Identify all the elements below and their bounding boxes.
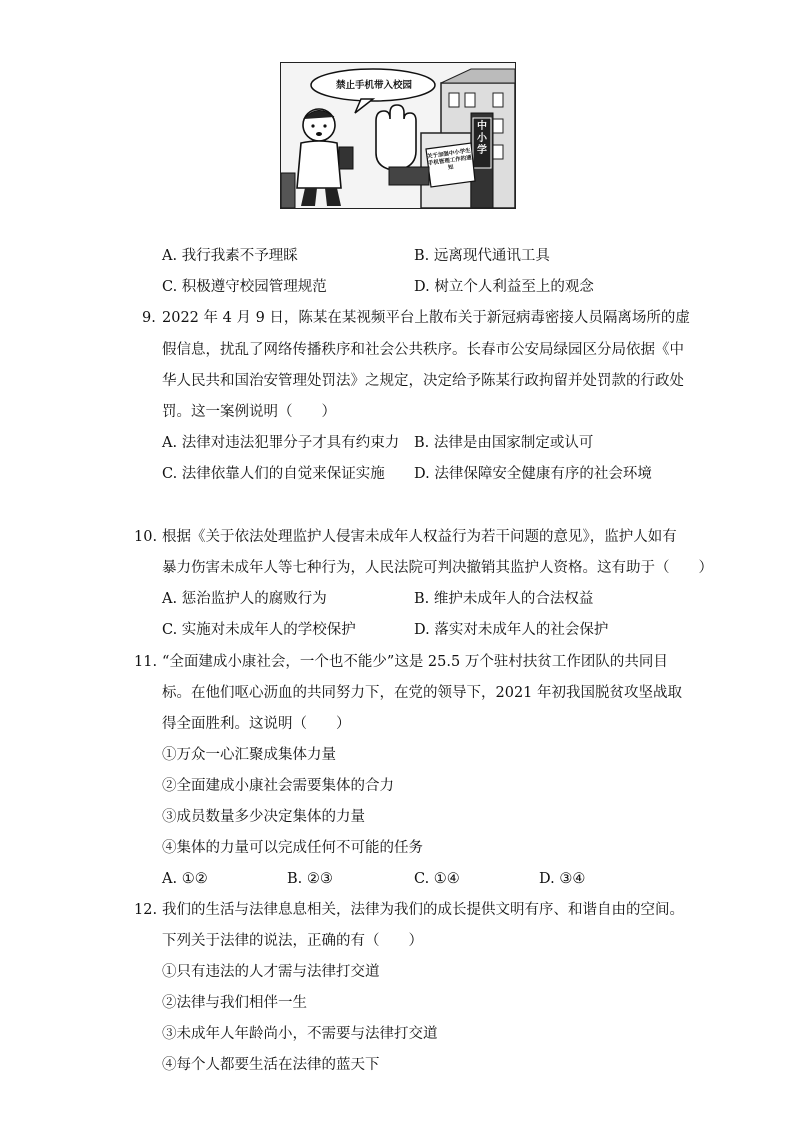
- q11-option-a: [162, 869, 208, 889]
- q10-option-a: [162, 589, 327, 609]
- q8-option-c: [162, 277, 327, 297]
- option-label: C.: [414, 871, 430, 887]
- q11-line-4: ①万众一心汇聚成集体力量: [162, 747, 336, 763]
- q12-line-3: ①只有违法的人才需与法律打交道: [162, 964, 380, 980]
- q11-number: 11.: [134, 654, 158, 670]
- option-text: 维护未成年人的合法权益: [433, 591, 594, 607]
- option-label: D.: [539, 871, 555, 887]
- option-label: D.: [414, 279, 430, 295]
- q11-line-1: “全面建成小康社会，一个也不能少”这是 25.5 万个驻村扶贫工作团队的共同目: [162, 654, 668, 670]
- option-text: 树立个人利益至上的观念: [434, 279, 594, 295]
- q12-line-4: ②法律与我们相伴一生: [162, 995, 307, 1011]
- option-text: 惩治监护人的腐败行为: [181, 591, 327, 607]
- q11-option-b: [287, 869, 333, 889]
- q8-option-a: [162, 246, 298, 266]
- q8-option-d: [414, 277, 594, 297]
- option-label: A.: [162, 591, 178, 607]
- option-label: B.: [414, 435, 430, 451]
- option-text: 远离现代通讯工具: [433, 248, 550, 264]
- option-label: C.: [162, 466, 178, 482]
- option-text: ①②: [181, 871, 208, 887]
- q11-line-3: 得全面胜利。这说明（ ）: [162, 716, 351, 732]
- q11-line-5: ②全面建成小康社会需要集体的合力: [162, 778, 394, 794]
- q9-option-c: [162, 464, 385, 484]
- q9-option-b: [414, 433, 593, 453]
- q12-line-2: 下列关于法律的说法，正确的有（ ）: [162, 933, 423, 949]
- q10-option-b: [414, 589, 593, 609]
- option-label: C.: [162, 279, 178, 295]
- q12-line-1: 我们的生活与法律息息相关，法律为我们的成长提供文明有序、和谐自由的空间。: [162, 902, 684, 918]
- speech-bubble-text: 禁止手机带入校园: [335, 80, 412, 91]
- notice-document-text: 关于加强中小学生手机管理工作的通知: [426, 148, 473, 172]
- q11-line-6: ③成员数量多少决定集体的力量: [162, 809, 365, 825]
- cartoon-illustration: [280, 62, 516, 209]
- option-text: 法律依靠人们的自觉来保证实施: [181, 466, 385, 482]
- option-label: D.: [414, 466, 430, 482]
- option-label: D.: [414, 622, 430, 638]
- q9-line-1: 2022 年 4 月 9 日，陈某在某视频平台上散布关于新冠病毒密接人员隔离场所的虚: [162, 310, 690, 326]
- option-text: ①④: [433, 871, 460, 887]
- q9-line-4: 罚。这一案例说明（ ）: [162, 404, 336, 420]
- option-label: B.: [414, 248, 430, 264]
- option-text: 法律保障安全健康有序的社会环境: [434, 466, 652, 482]
- q10-option-c: [162, 620, 356, 640]
- option-label: A.: [162, 248, 178, 264]
- q9-option-a: [162, 433, 399, 453]
- q11-line-7: ④集体的力量可以完成任何不可能的任务: [162, 840, 423, 856]
- option-text: ③④: [559, 871, 586, 887]
- q11-option-c: [414, 869, 460, 889]
- option-text: 法律是由国家制定或认可: [433, 435, 594, 451]
- q10-line-2: 暴力伤害未成年人等七种行为，人民法院可判决撤销其监护人资格。这有助于（ ）: [162, 560, 713, 576]
- option-text: 我行我素不予理睬: [181, 248, 298, 264]
- q12-number: 12.: [134, 902, 158, 918]
- q9-line-3: 华人民共和国治安管理处罚法》之规定，决定给予陈某行政拘留并处罚款的行政处: [162, 373, 684, 389]
- option-text: 积极遵守校园管理规范: [181, 279, 327, 295]
- q10-line-1: 根据《关于依法处理监护人侵害未成年人权益行为若干问题的意见》，监护人如有: [162, 529, 677, 545]
- school-sign-text: 中小学: [477, 121, 487, 156]
- q10-option-d: [414, 620, 608, 640]
- option-label: B.: [287, 871, 303, 887]
- option-text: 实施对未成年人的学校保护: [181, 622, 356, 638]
- option-label: A.: [162, 435, 178, 451]
- option-label: C.: [162, 622, 178, 638]
- option-text: 法律对违法犯罪分子才具有约束力: [181, 435, 400, 451]
- q12-line-6: ④每个人都要生活在法律的蓝天下: [162, 1057, 380, 1073]
- q9-line-2: 假信息，扰乱了网络传播秩序和社会公共秩序。长春市公安局绿园区分局依据《中: [162, 342, 684, 358]
- option-text: 落实对未成年人的社会保护: [434, 622, 609, 638]
- q9-option-d: [414, 464, 652, 484]
- q11-line-2: 标。在他们呕心沥血的共同努力下，在党的领导下，2021 年初我国脱贫攻坚战取: [162, 685, 683, 701]
- q11-option-d: [539, 869, 585, 889]
- q8-option-b: [414, 246, 550, 266]
- q9-number: 9.: [142, 310, 156, 326]
- option-label: B.: [414, 591, 430, 607]
- option-label: A.: [162, 871, 178, 887]
- q12-line-5: ③未成年人年龄尚小，不需要与法律打交道: [162, 1026, 438, 1042]
- q10-number: 10.: [134, 529, 158, 545]
- option-text: ②③: [306, 871, 333, 887]
